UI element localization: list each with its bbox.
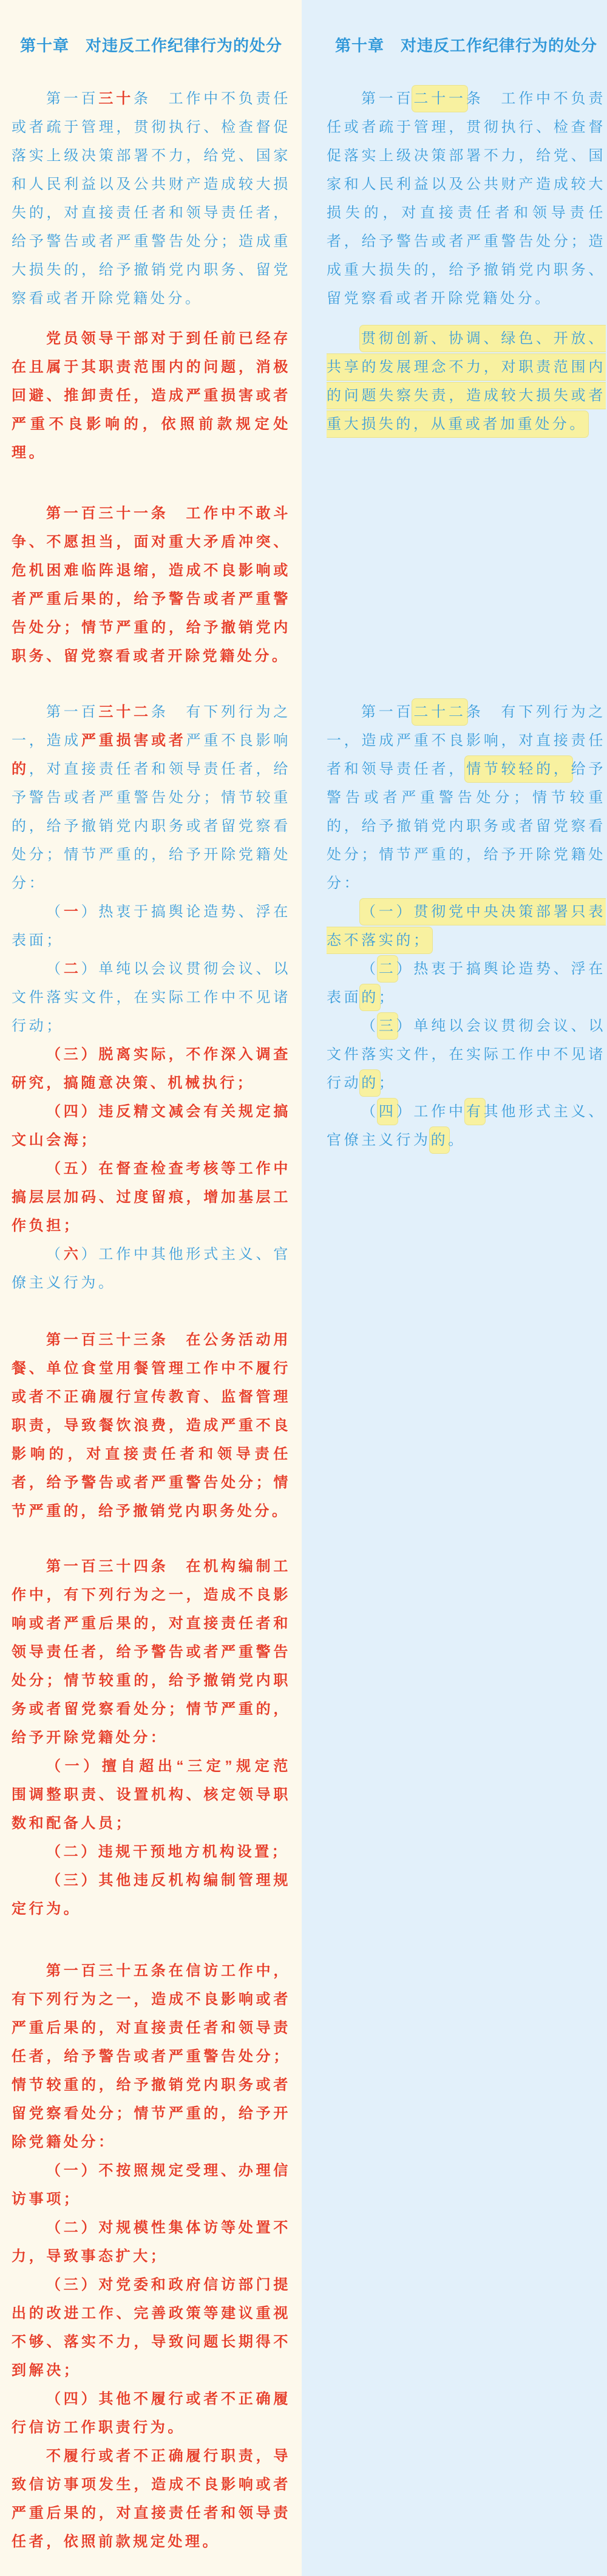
paragraph bbox=[327, 955, 606, 1012]
highlighted-text: 二十二 bbox=[413, 700, 466, 724]
body-text: 第一百 bbox=[46, 704, 99, 720]
added-text: 六 bbox=[63, 1246, 81, 1262]
new-regulation-column bbox=[0, 0, 302, 2576]
paragraph bbox=[12, 898, 291, 955]
right-column-content bbox=[327, 33, 606, 1154]
body-text: （ bbox=[46, 904, 64, 920]
body-text: （ bbox=[361, 1103, 379, 1120]
highlighted-text: 的 bbox=[431, 1128, 449, 1152]
highlighted-text: 三 bbox=[379, 1014, 396, 1038]
added-text: （三）其他违反机构编制管理规定行为。 bbox=[12, 1872, 291, 1917]
paragraph bbox=[12, 698, 291, 898]
highlighted-text: 的 bbox=[361, 986, 379, 1009]
paragraph bbox=[327, 898, 606, 955]
body-text: （ bbox=[361, 961, 379, 977]
added-text: （一）擅自超出“三定”规定范围调整职责、设置机构、核定领导职数和配备人员； bbox=[12, 1758, 291, 1831]
body-text: ）单纯以会议贯彻会议、以文件落实文件，在实际工作中不见诸行动 bbox=[327, 1018, 606, 1091]
body-text: 第一百 bbox=[46, 90, 99, 107]
added-text: 的 bbox=[12, 761, 29, 777]
paragraph bbox=[327, 1012, 606, 1097]
body-text: ； bbox=[378, 1075, 396, 1091]
paragraph bbox=[12, 2442, 291, 2556]
left-column-content bbox=[12, 33, 291, 2556]
paragraph bbox=[12, 1097, 291, 1154]
body-text: 条 工作中不负责任或者疏于管理，贯彻执行、检查督促落实上级决策部署不力，给党、国家和人民利益以及公共财产造成较大损失的，对直接责任者和领导责任者，给予警告或者严重警告处分；造成重大损失的，给予撤销党内职务、留党察看或者开除党籍处分。 bbox=[12, 90, 291, 307]
body-text: 。 bbox=[448, 1132, 466, 1148]
added-text: （四）其他不履行或者不正确履行信访工作职责行为。 bbox=[12, 2391, 291, 2436]
paragraph bbox=[12, 2213, 291, 2271]
body-text: ； bbox=[378, 989, 396, 1006]
added-text: 不履行或者不正确履行职责，导致信访事项发生，造成不良影响或者严重后果的，对直接责任者和领导责任者，依照前款规定处理。 bbox=[12, 2448, 291, 2550]
added-text: 第一百三十四条 在机构编制工作中，有下列行为之一，造成不良影响或者严重后果的，对直接责任者和领导责任者，给予警告或者严重警告处分；情节较重的，给予撤销党内职务或者留党察看处分；情节严重的，给予开除党籍处分： bbox=[12, 1558, 291, 1746]
body-text: ）热衷于搞舆论造势、浮在表面； bbox=[12, 904, 291, 949]
body-text: ）热衷于搞舆论造势、浮在表面 bbox=[327, 961, 606, 1006]
body-text: （ bbox=[46, 1246, 64, 1262]
right-column-body bbox=[327, 84, 606, 1154]
added-text: 第一百三十一条 工作中不敢斗争、不愿担当，面对重大矛盾冲突、危机困难临阵退缩，造成不良影响或者严重后果的，给予警告或者严重警告处分；情节严重的，给予撤销党内职务、留党察看或者开除党籍处分。 bbox=[12, 505, 291, 664]
added-text: （二）违规干预地方机构设置； bbox=[46, 1844, 290, 1860]
body-text: 第一百 bbox=[361, 704, 414, 720]
highlighted-text: 有 bbox=[466, 1100, 484, 1123]
added-text: （三）脱离实际，不作深入调查研究，搞随意决策、机械执行； bbox=[12, 1046, 291, 1091]
paragraph bbox=[12, 1154, 291, 1240]
highlighted-text: 贯彻创新、协调、绿色、开放、共享的发展理念不力，对职责范围内的问题失察失责，造成较大损失或者重大损失的，从重或者加重处分。 bbox=[327, 327, 606, 436]
body-text: ）单纯以会议贯彻会议、以文件落实文件，在实际工作中不见诸行动； bbox=[12, 961, 291, 1034]
old-regulation-column bbox=[302, 0, 607, 2576]
paragraph bbox=[327, 1097, 606, 1154]
body-text: ，对直接责任者和领导责任者，给予警告或者严重警告处分；情节较重的，给予撤销党内职务或者留党察看处分；情节严重的，给予开除党籍处分： bbox=[12, 761, 291, 891]
highlighted-text: （一）贯彻党中央决策部署只表态不落实的； bbox=[327, 900, 606, 952]
paragraph bbox=[12, 499, 291, 670]
paragraph bbox=[12, 2385, 291, 2442]
paragraph bbox=[12, 1866, 291, 1923]
body-text: （ bbox=[46, 961, 64, 977]
added-text: 严重损害或者 bbox=[81, 732, 186, 749]
paragraph bbox=[327, 324, 606, 438]
highlighted-text: 二十一 bbox=[413, 87, 466, 111]
added-text: 第一百三十三条 在公务活动用餐、单位食堂用餐管理工作中不履行或者不正确履行宣传教育、监督管理职责，导致餐饮浪费，造成严重不良影响的，对直接责任者和领导责任者，给予警告或者严重警告处分；情节严重的，给予撤销党内职务处分。 bbox=[12, 1332, 291, 1519]
chapter-heading-left: 第十章 对违反工作纪律行为的处分 bbox=[19, 36, 282, 55]
left-column-body bbox=[12, 84, 291, 2556]
paragraph bbox=[327, 84, 606, 313]
paragraph bbox=[12, 324, 291, 467]
body-text: 条 有下列行为之一，造成 bbox=[12, 704, 291, 749]
paragraph bbox=[12, 2271, 291, 2385]
body-text: ）工作中其他形式主义、官僚主义行为。 bbox=[12, 1246, 291, 1291]
body-text: 条 工作中不负责任或者疏于管理，贯彻执行、检查督促落实上级决策部署不力，给党、国家和人民利益以及公共财产造成较大损失的，对直接责任者和领导责任者，给予警告或者严重警告处分；造成重大损失的，给予撤销党内职务、留党察看或者开除党籍处分。 bbox=[327, 90, 606, 307]
added-text: 一 bbox=[63, 904, 81, 920]
body-text: （ bbox=[361, 1018, 379, 1034]
paragraph bbox=[12, 955, 291, 1040]
paragraph bbox=[12, 1552, 291, 1752]
added-text: 二 bbox=[63, 961, 81, 977]
added-text: （五）在督查检查考核等工作中搞层层加码、过度留痕，增加基层工作负担； bbox=[12, 1160, 291, 1234]
chapter-heading-right: 第十章 对违反工作纪律行为的处分 bbox=[334, 36, 597, 55]
body-text: 第一百 bbox=[361, 90, 414, 107]
paragraph bbox=[12, 1326, 291, 1525]
paragraph bbox=[12, 2156, 291, 2213]
paragraph bbox=[327, 698, 606, 898]
paragraph bbox=[12, 84, 291, 313]
added-text: 党员领导干部对于到任前已经存在且属于其职责范围内的问题，消极回避、推卸责任，造成严重损害或者严重不良影响的，依照前款规定处理。 bbox=[12, 330, 291, 461]
highlighted-text: 情节较轻的， bbox=[466, 757, 571, 781]
added-text: （二）对规模性集体访等处置不力，导致事态扩大； bbox=[12, 2220, 291, 2264]
added-text: 三十 bbox=[98, 90, 134, 107]
highlighted-text: 的 bbox=[361, 1071, 379, 1095]
body-text: ）工作中 bbox=[396, 1103, 466, 1120]
body-text: 严重不良影响 bbox=[186, 732, 291, 749]
highlighted-text: 二 bbox=[379, 957, 396, 981]
added-text: （四）违反精文减会有关规定搞文山会海； bbox=[12, 1103, 291, 1148]
paragraph bbox=[12, 1752, 291, 1838]
added-text: 第一百三十五条在信访工作中，有下列行为之一，造成不良影响或者严重后果的，对直接责任者和领导责任者，给予警告或者严重警告处分；情节较重的，给予撤销党内职务或者留党察看处分；情节严重的，给予开除党籍处分： bbox=[12, 1963, 291, 2150]
added-text: （一）不按照规定受理、办理信访事项； bbox=[12, 2162, 291, 2207]
body-text: 给予警告或者严重警告处分；情节较重的，给予撤销党内职务或者留党察看处分；情节严重的，给予开除党籍处分： bbox=[327, 761, 606, 891]
paragraph bbox=[12, 1957, 291, 2156]
body-text: 其他形式主义、官僚主义行为 bbox=[327, 1103, 606, 1148]
paragraph bbox=[12, 1040, 291, 1097]
paragraph bbox=[12, 1240, 291, 1297]
body-text: 条 有下列行为之一，造成严重不良影响，对直接责任者和领导责任者， bbox=[327, 704, 606, 777]
added-text: （三）对党委和政府信访部门提出的改进工作、完善政策等建议重视不够、落实不力，导致问题长期得不到解决； bbox=[12, 2277, 291, 2379]
paragraph bbox=[12, 1838, 291, 1866]
highlighted-text: 四 bbox=[379, 1100, 396, 1123]
added-text: 三十二 bbox=[98, 704, 151, 720]
